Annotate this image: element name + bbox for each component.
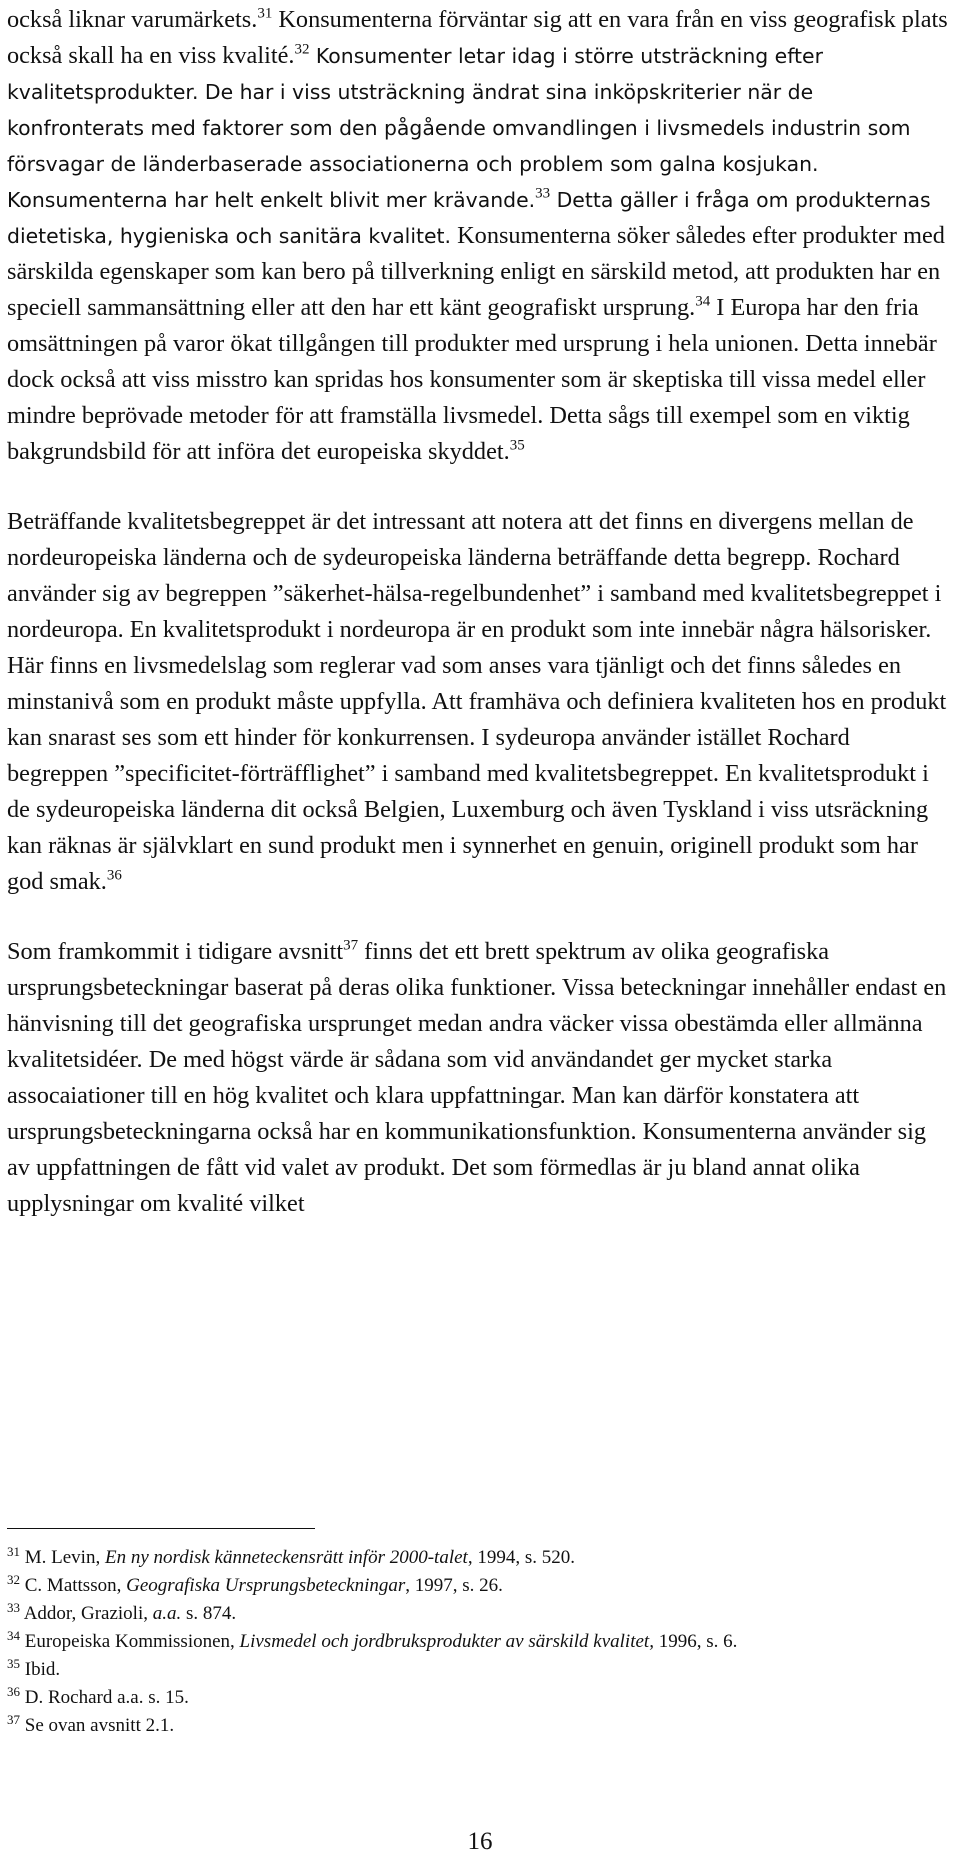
footnote-title: Geografiska Ursprungsbeteckningar — [126, 1575, 406, 1596]
text-run: Konsumenterna söker således efter produkter med särskilda egenskaper som kan bero på tillverkning enligt en särskild metod, att produkten har en speciell sammansättning eller att den har ett känt geografiskt ursprung. — [7, 222, 945, 321]
footnotes — [7, 1544, 954, 1740]
text-run-sans: Konsumenter letar idag i större utsträckning efter kvalitetsprodukter. De har i viss utsträckning ändrat sina inköpskriterier när de konfronterats med faktorer som den pågående omvandlingen i livsmedels industrin som försvagar de länderbaserade associationerna och problem som galna kosjukan. Konsumenterna har helt enkelt blivit mer krävande. — [7, 44, 911, 212]
footnote-text: Addor, Grazioli, — [20, 1603, 153, 1624]
footnote-separator — [7, 1528, 315, 1529]
footnote-text: D. Rochard a.a. s. 15. — [20, 1687, 189, 1708]
footnote-title: a.a. — [152, 1603, 182, 1624]
footnote-ref-36: 36 — [106, 867, 122, 884]
footnote-title: En ny nordisk känneteckensrätt inför 2000-talet — [104, 1547, 468, 1568]
footnote — [7, 1712, 954, 1740]
footnote-text: Se ovan avsnitt 2.1. — [20, 1715, 175, 1736]
footnote-title: Livsmedel och jordbruksprodukter av särskild kvalitet, — [239, 1631, 654, 1652]
footnote-number: 37 — [7, 1711, 20, 1727]
paragraph-2 — [7, 504, 954, 900]
footnote-ref-31: 31 — [257, 5, 273, 22]
text-run: också liknar varumärkets. — [7, 6, 258, 33]
text-run: Som framkommit i tidigare avsnitt — [7, 938, 344, 965]
footnote — [7, 1544, 954, 1572]
footnote-ref-37: 37 — [343, 937, 359, 954]
footnote-number: 35 — [7, 1655, 20, 1671]
text-run-sans: Detta gäller i fråga om produkternas dietetiska, hygieniska och sanitära kvalitet. — [7, 188, 931, 248]
paragraph-3 — [7, 934, 954, 1222]
footnote-text: Ibid. — [20, 1659, 61, 1680]
footnote-ref-34: 34 — [695, 293, 711, 310]
footnote-text: , 1997, s. 26. — [405, 1575, 503, 1596]
footnote-number: 36 — [7, 1683, 20, 1699]
text-run: Konsumenterna förväntar sig att en vara från en viss geografisk plats också skall ha en viss kvalité. — [7, 6, 948, 69]
footnote-ref-33: 33 — [535, 185, 551, 202]
text-run: Beträffande kvalitetsbegreppet är det intressant att notera att det finns en divergens mellan de nordeuropeiska länderna och de sydeuropeiska länderna beträffande detta begrepp. Rochard använder sig av begreppen ”säkerhet-hälsa-regelbundenhet” i samband med kvalitetsbegreppet i nordeuropa. En kvalitetsprodukt i nordeuropa är en produkt som inte innebär några hälsorisker. Här finns en livsmedelslag som reglerar vad som anses vara tjänligt och det finns således en minstanivå som en produkt måste uppfylla. Att framhäva och definiera kvaliteten hos en produkt kan snarast ses som ett hinder för konkurrensen. I sydeuropa använder istället Rochard begreppen ”specificitet-förträfflighet” i samband med kvalitetsbegreppet. En kvalitetsprodukt i de sydeuropeiska länderna dit också Belgien, Luxemburg och även Tyskland i viss utsräckning kan räknas är självklart en sund produkt men i synnerhet en genuin, originell produkt som har god smak. — [7, 508, 947, 895]
text-run: I Europa har den fria omsättningen på varor ökat tillgången till produkter med ursprung i hela unionen. Detta innebär dock också att viss misstro kan spridas hos konsumenter som är skeptiska till vissa medel eller mindre beprövade metoder för att framställa livsmedel. Detta sågs till exempel som en viktig bakgrundsbild för att införa det europeiska skyddet. — [7, 294, 937, 465]
footnote-text: Europeiska Kommissionen, — [20, 1631, 240, 1652]
footnote — [7, 1628, 954, 1656]
footnote-ref-35: 35 — [509, 437, 525, 454]
footnote — [7, 1572, 954, 1600]
footnote-number: 31 — [7, 1543, 20, 1559]
footnote-text: M. Levin, — [20, 1547, 105, 1568]
footnote-number: 33 — [7, 1599, 20, 1615]
footnote — [7, 1684, 954, 1712]
footnote-text: C. Mattsson, — [20, 1575, 127, 1596]
footnote — [7, 1600, 954, 1628]
page-number: 16 — [467, 1828, 493, 1855]
footnote-text: s. 874. — [181, 1603, 237, 1624]
footnote-text: , 1994, s. 520. — [467, 1547, 575, 1568]
footnote-ref-32: 32 — [294, 41, 310, 58]
footnote — [7, 1656, 954, 1684]
paragraph-1 — [7, 2, 954, 470]
body-text — [7, 2, 954, 1222]
footnote-number: 34 — [7, 1627, 20, 1643]
text-run: finns det ett brett spektrum av olika geografiska ursprungsbeteckningar baserat på deras olika funktioner. Vissa beteckningar innehåller endast en hänvisning till det geografiska ursprunget medan andra väcker vissa obestämda eller allmänna kvalitetsidéer. De med högst värde är sådana som vid användandet ger mycket starka assocaiationer till en hög kvalitet och klara uppfattningar. Man kan därför konstatera att ursprungsbeteckningarna också har en kommunikationsfunktion. Konsumenterna använder sig av uppfattningen de fått vid valet av produkt. Det som förmedlas är ju bland annat olika upplysningar om kvalité vilket — [7, 938, 947, 1217]
footnote-text: 1996, s. 6. — [653, 1631, 738, 1652]
footnote-number: 32 — [7, 1571, 20, 1587]
